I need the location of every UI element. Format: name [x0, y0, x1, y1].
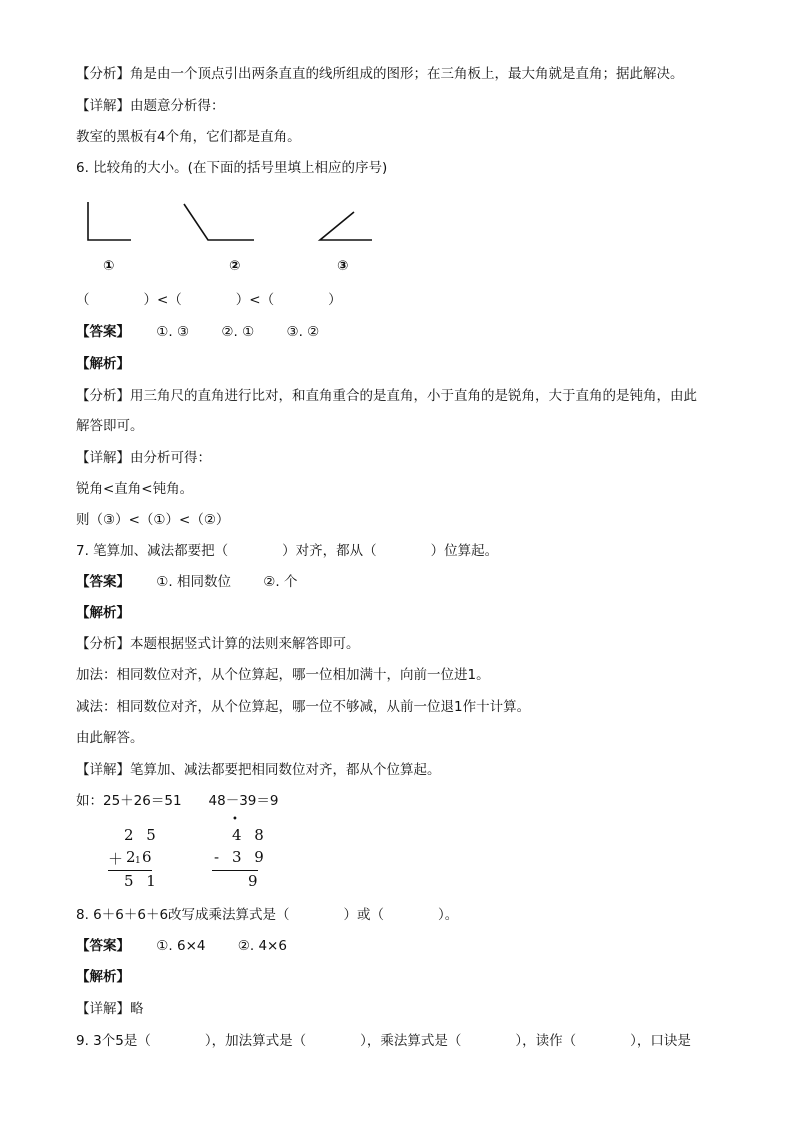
- q5-detail-head: 【详解】由题意分析得：: [76, 98, 225, 114]
- q7-jiexi: 【解析】: [76, 605, 130, 621]
- answer-item: ②. ①: [221, 324, 255, 340]
- q6-question: 6. 比较角的大小。(在下面的括号里填上相应的序号): [76, 160, 388, 176]
- q8-jiexi: 【解析】: [76, 969, 130, 985]
- vertical-sub-rule: [212, 870, 258, 871]
- answer-item: ①. 6×4: [156, 938, 206, 954]
- q6-jiexi: 【解析】: [76, 356, 130, 372]
- answer-item: ②. 4×6: [237, 938, 287, 954]
- vertical-sub-top: 4 8: [232, 826, 268, 844]
- q7-example: 如：25＋26＝51 48－39＝9: [76, 793, 279, 809]
- q7-sub-rule: 减法：相同数位对齐，从个位算起，哪一位不够减，从前一位退1作十计算。: [76, 699, 531, 715]
- q5-detail-text: 教室的黑板有4个角，它们都是直角。: [76, 129, 301, 145]
- q6-analysis-1: 【分析】用三角尺的直角进行比对，和直角重合的是直角，小于直角的是锐角，大于直角的是钝角，由此: [76, 388, 697, 404]
- answer-item: ②. 个: [263, 574, 298, 590]
- q6-compare-line: （ ）<（ ）<（ ）: [76, 292, 342, 308]
- angle-label-3: ③: [337, 258, 349, 274]
- vertical-sub-dot: •: [232, 814, 238, 825]
- angle-label-1: ①: [103, 258, 115, 274]
- angle-label-2: ②: [229, 258, 241, 274]
- angle-2-obtuse: [184, 204, 254, 240]
- q7-add-rule: 加法：相同数位对齐，从个位算起，哪一位相加满十，向前一位进1。: [76, 667, 490, 683]
- vertical-sub-op: -: [214, 848, 220, 866]
- q6-detail-1: 锐角<直角<钝角。: [76, 481, 194, 497]
- q8-question: 8. 6＋6＋6＋6改写成乘法算式是（ ）或（ ）。: [76, 907, 459, 923]
- q7-analysis: 【分析】本题根据竖式计算的法则来解答即可。: [76, 636, 360, 652]
- vertical-addition: [100, 822, 160, 894]
- q8-answer-row: [76, 936, 287, 956]
- answer-item: ①. 相同数位: [156, 574, 231, 590]
- angle-1-right: [88, 202, 131, 240]
- q9-question: 9. 3个5是（ ），加法算式是（ ），乘法算式是（ ），读作（ ），口诀是: [76, 1033, 691, 1049]
- q7-question: 7. 笔算加、减法都要把（ ）对齐，都从（ ）位算起。: [76, 543, 499, 559]
- vertical-subtraction: [208, 814, 268, 894]
- vertical-add-bottom: 2: [126, 848, 136, 866]
- vertical-add-rule: [108, 870, 152, 871]
- vertical-sub-bottom: 3 9: [232, 848, 268, 866]
- q7-conclude: 由此解答。: [76, 730, 144, 746]
- q6-detail-2: 则（③）<（①）<（②）: [76, 512, 230, 528]
- angle-figures: [76, 190, 396, 250]
- answer-item: ①. ③: [156, 324, 190, 340]
- answer-head: 【答案】: [76, 574, 130, 590]
- angle-3-acute: [320, 212, 372, 240]
- vertical-add-result: 5 1: [124, 872, 160, 890]
- q5-analysis: 【分析】角是由一个顶点引出两条直直的线所组成的图形；在三角板上，最大角就是直角；据此解决。: [76, 66, 684, 82]
- vertical-add-bottom2: 6: [142, 848, 152, 866]
- q6-analysis-2: 解答即可。: [76, 418, 144, 434]
- vertical-sub-result: 9: [248, 872, 258, 890]
- answer-head: 【答案】: [76, 324, 130, 340]
- q6-detail-head: 【详解】由分析可得：: [76, 450, 211, 466]
- q6-answer-row: [76, 322, 319, 342]
- vertical-add-top: 2 5: [124, 826, 160, 844]
- q7-answer-row: [76, 572, 297, 592]
- vertical-add-op: ＋: [108, 850, 124, 868]
- q7-detail: 【详解】笔算加、减法都要把相同数位对齐，都从个位算起。: [76, 762, 441, 778]
- answer-item: ③. ②: [286, 324, 320, 340]
- vertical-add-carry: 1: [135, 856, 141, 866]
- q8-detail: 【详解】略: [76, 1001, 144, 1017]
- answer-head: 【答案】: [76, 938, 130, 954]
